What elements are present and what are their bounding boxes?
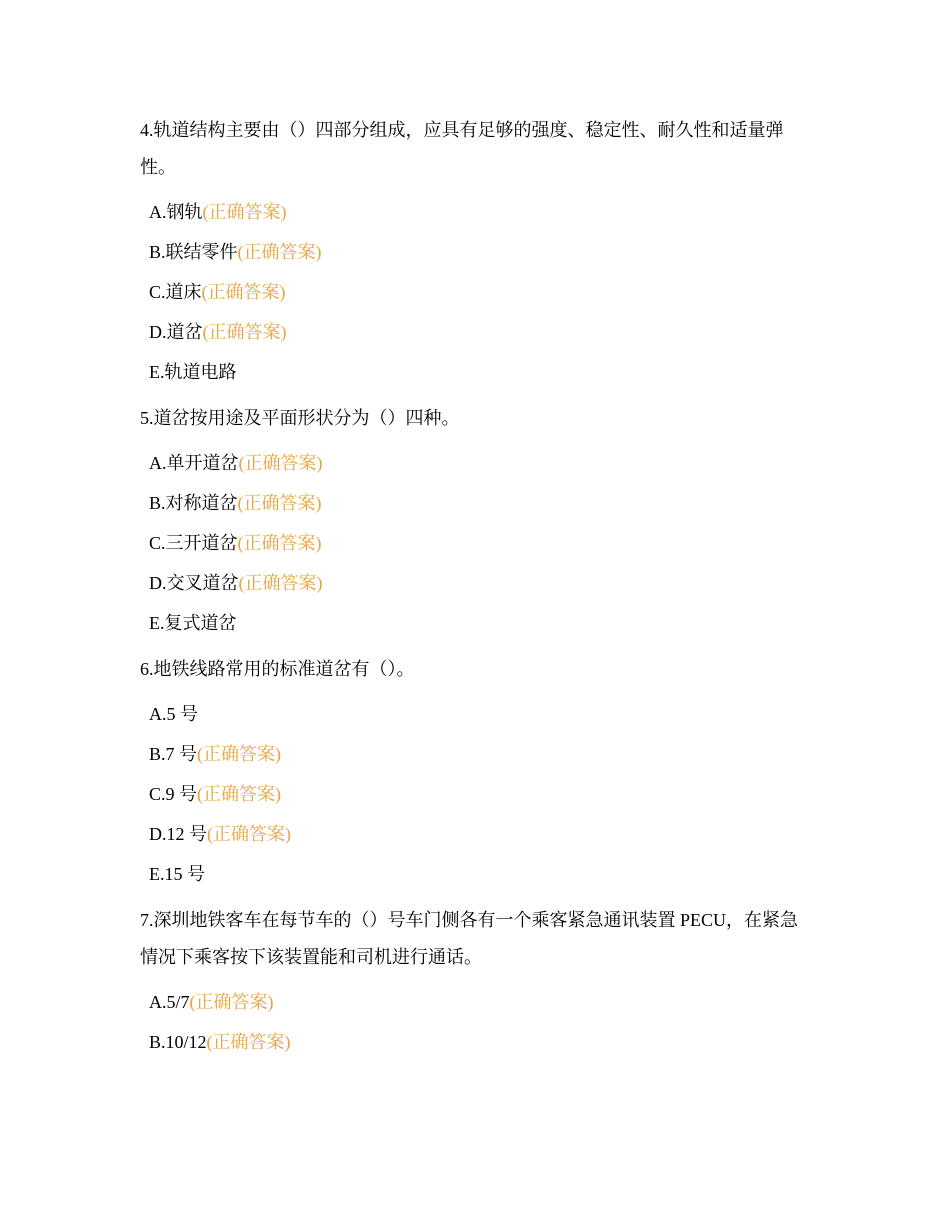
option-e — [149, 854, 810, 894]
option-label: D.交叉道岔 — [149, 573, 239, 593]
question-5 — [140, 400, 810, 643]
option-label: E.复式道岔 — [149, 613, 237, 633]
correct-answer-mark: (正确答案) — [238, 573, 323, 593]
option-a — [149, 192, 810, 232]
correct-answer-mark: (正确答案) — [237, 533, 322, 553]
option-list — [149, 443, 810, 643]
correct-answer-mark: (正确答案) — [207, 824, 291, 844]
option-b — [149, 1022, 810, 1062]
question-text: 5.道岔按用途及平面形状分为（）四种。 — [140, 408, 460, 428]
option-a — [149, 694, 810, 734]
option-label: B.7 号 — [149, 744, 198, 764]
correct-answer-mark: (正确答案) — [197, 744, 282, 764]
option-b — [149, 734, 810, 774]
option-d — [149, 563, 810, 603]
correct-answer-mark: (正确答案) — [202, 322, 287, 342]
option-label: B.10/12 — [149, 1032, 207, 1052]
correct-answer-mark: (正确答案) — [206, 1032, 291, 1052]
option-label: B.对称道岔 — [149, 493, 238, 513]
option-label: C.9 号 — [149, 784, 198, 804]
correct-answer-mark: (正确答案) — [238, 453, 323, 473]
correct-answer-mark: (正确答案) — [237, 493, 322, 513]
option-list — [149, 192, 810, 392]
option-label: C.三开道岔 — [149, 533, 238, 553]
option-label: A.5/7 — [149, 992, 190, 1012]
option-label: A.单开道岔 — [149, 453, 239, 473]
option-label: B.联结零件 — [149, 242, 238, 262]
option-label: E.15 号 — [149, 864, 205, 884]
option-e — [149, 603, 810, 643]
option-label: A.5 号 — [149, 704, 198, 724]
option-list — [149, 694, 810, 894]
correct-answer-mark: (正确答案) — [189, 992, 274, 1012]
option-c — [149, 523, 810, 563]
correct-answer-mark: (正确答案) — [201, 282, 286, 302]
option-a — [149, 443, 810, 483]
option-label: D.道岔 — [149, 322, 203, 342]
option-b — [149, 483, 810, 523]
correct-answer-mark: (正确答案) — [202, 202, 287, 222]
option-e — [149, 352, 810, 392]
option-b — [149, 232, 810, 272]
option-d — [149, 814, 810, 854]
option-label: E.轨道电路 — [149, 362, 237, 382]
question-text: 6.地铁线路常用的标准道岔有（）。 — [140, 659, 415, 679]
correct-answer-mark: (正确答案) — [237, 242, 322, 262]
option-label: A.钢轨 — [149, 202, 203, 222]
option-c — [149, 774, 810, 814]
question-4 — [140, 112, 810, 392]
option-label: C.道床 — [149, 282, 202, 302]
question-6 — [140, 651, 810, 894]
correct-answer-mark: (正确答案) — [197, 784, 282, 804]
option-list — [149, 982, 810, 1062]
question-7 — [140, 902, 810, 1062]
question-text: 4.轨道结构主要由（）四部分组成，应具有足够的强度、稳定性、耐久性和适量弹性。 — [140, 120, 784, 177]
option-label: D.12 号 — [149, 824, 207, 844]
option-d — [149, 312, 810, 352]
option-c — [149, 272, 810, 312]
question-text: 7.深圳地铁客车在每节车的（）号车门侧各有一个乘客紧急通讯装置 PECU，在紧急情况下乘客按下该装置能和司机进行通话。 — [140, 910, 799, 967]
option-a — [149, 982, 810, 1022]
